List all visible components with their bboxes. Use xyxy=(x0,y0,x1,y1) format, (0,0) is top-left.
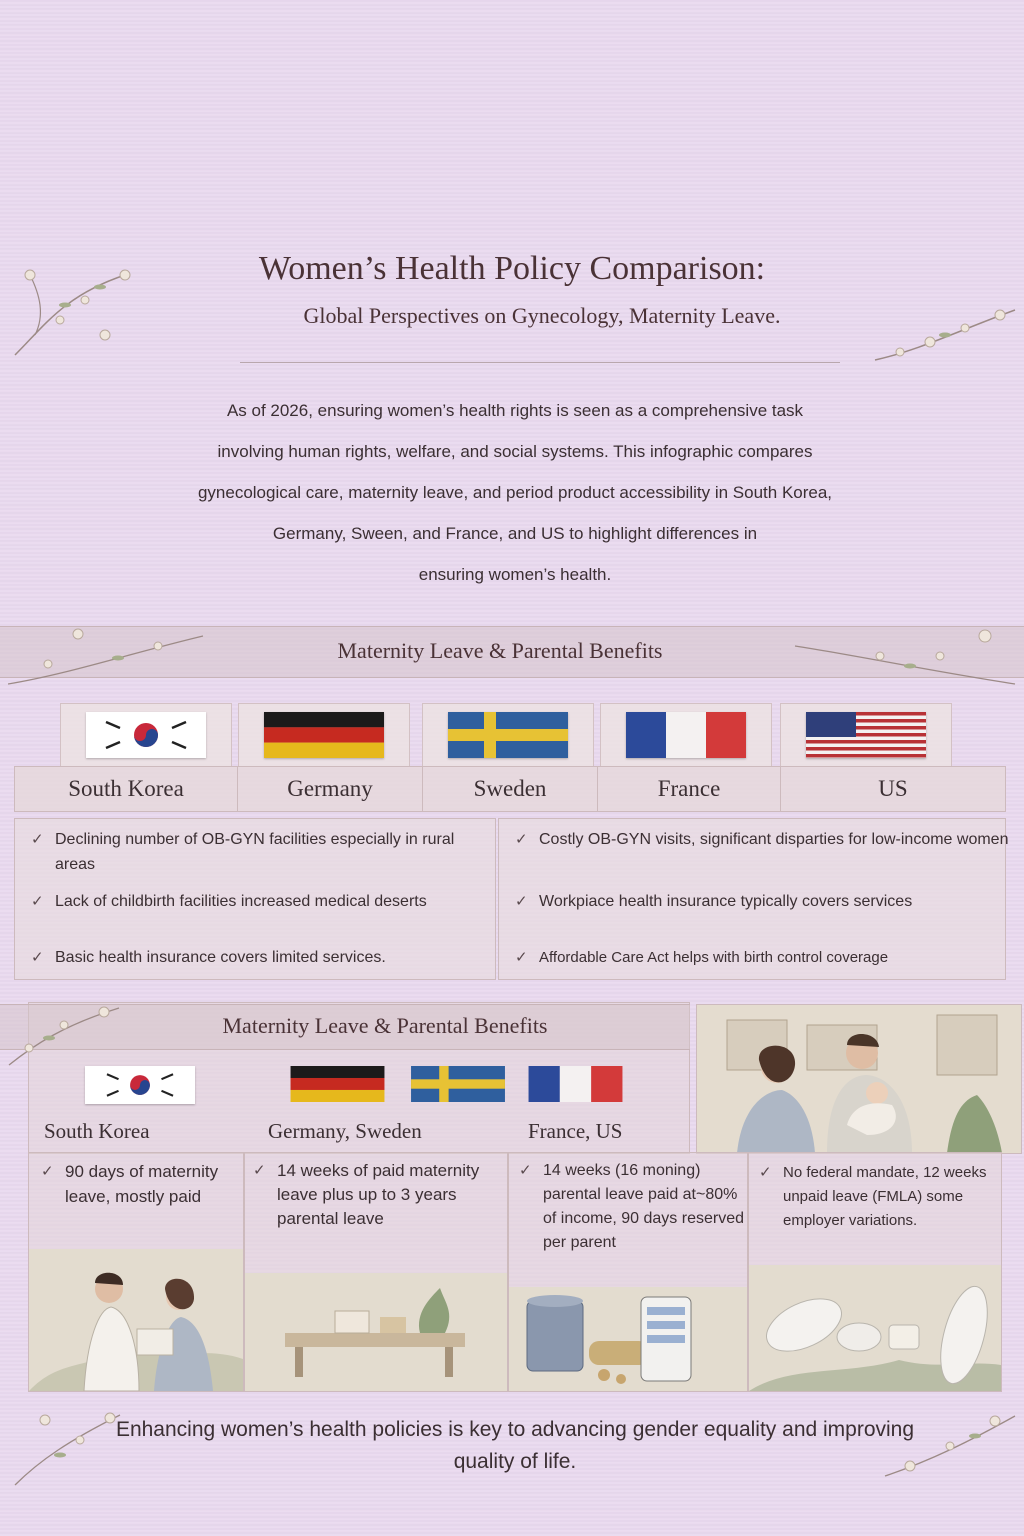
country-label-france: France xyxy=(598,767,781,811)
south-korea-flag-icon xyxy=(86,712,206,758)
intro-paragraph xyxy=(90,390,940,595)
section1-left-column xyxy=(14,818,496,980)
sanitary-pads-illustration xyxy=(749,1265,1001,1391)
check-icon: ✓ xyxy=(519,1162,532,1179)
section2-label-france-us: France, US xyxy=(528,1119,623,1143)
family-illustration xyxy=(696,1004,1022,1154)
policy-card-sweden xyxy=(508,1152,748,1392)
doctor-consultation-illustration xyxy=(29,1249,243,1391)
section2-label-germany-sweden: Germany, Sweden xyxy=(268,1119,422,1143)
period-products-illustration xyxy=(509,1287,747,1391)
country-labels-row xyxy=(14,766,1006,812)
flag-box-us xyxy=(780,703,952,767)
intro-line: As of 2026, ensuring women’s health rights is seen as a comprehensive task xyxy=(226,401,804,420)
list-item: ✓ Declining number of OB-GYN facilities especially in rural areas xyxy=(25,827,495,877)
footer-message: Enhancing women’s health policies is key to advancing gender equality and improving quality of life. xyxy=(115,1418,915,1473)
intro-line: Germany, Sween, and France, and US to highlight differences in xyxy=(272,524,758,543)
list-item: ✓ Costly OB-GYN visits, significant disparties for low-income women xyxy=(509,827,1009,852)
check-icon: ✓ xyxy=(515,893,528,910)
list-item: ✓ 14 weeks (16 moning) parental leave paid at~80% of income, 90 days reserved per parent xyxy=(513,1159,748,1255)
check-icon: ✓ xyxy=(31,893,44,910)
page-title: Women’s Health Policy Comparison: xyxy=(258,250,766,287)
list-item: ✓ 90 days of maternity leave, mostly paid xyxy=(35,1159,245,1209)
list-item: ✓ Lack of childbirth facilities increased medical deserts xyxy=(25,889,505,914)
country-label-germany: Germany xyxy=(238,767,423,811)
check-icon: ✓ xyxy=(31,831,44,848)
wellness-table-illustration xyxy=(245,1273,507,1391)
us-flag-icon xyxy=(806,712,926,758)
country-label-us: US xyxy=(878,776,908,801)
intro-line: ensuring women’s health. xyxy=(418,565,612,584)
flag-box-sweden xyxy=(422,703,594,767)
flag-box-germany xyxy=(238,703,410,767)
list-item: ✓ Affordable Care Act helps with birth control coverage xyxy=(509,945,1024,970)
list-item: ✓ No federal mandate, 12 weeks unpaid leave (FMLA) some employer variations. xyxy=(753,1161,1008,1233)
france-flag-icon xyxy=(523,1066,628,1102)
policy-card-germany xyxy=(244,1152,508,1392)
list-item: ✓ 14 weeks of paid maternity leave plus up to 3 years parental leave xyxy=(253,1161,480,1228)
check-icon: ✓ xyxy=(253,1162,266,1179)
country-label-sweden: Sweden xyxy=(423,767,598,811)
check-icon: ✓ xyxy=(41,1163,54,1180)
policy-card-south-korea xyxy=(28,1152,244,1392)
south-korea-flag-icon xyxy=(85,1066,195,1104)
country-label-south-korea: South Korea xyxy=(15,767,238,811)
check-icon: ✓ xyxy=(515,949,528,966)
flag-box-south-korea xyxy=(60,703,232,767)
check-icon: ✓ xyxy=(759,1164,772,1181)
germany-flag-icon xyxy=(285,1066,390,1102)
section1-right-column xyxy=(498,818,1009,980)
policy-card-us xyxy=(748,1152,1002,1392)
intro-line: involving human rights, welfare, and social systems. This infographic compares xyxy=(217,442,813,461)
sweden-flag-icon xyxy=(448,712,568,758)
page-subtitle: Global Perspectives on Gynecology, Maternity Leave. xyxy=(303,303,781,328)
list-item: ✓ Basic health insurance covers limited services. xyxy=(25,945,515,970)
intro-line: gynecological care, maternity leave, and period product accessibility in South Korea, xyxy=(197,483,833,502)
flag-box-france xyxy=(600,703,772,767)
germany-flag-icon xyxy=(264,712,384,758)
france-flag-icon xyxy=(626,712,746,758)
section2-label-south-korea: South Korea xyxy=(44,1119,150,1143)
list-item: ✓ Workpiace health insurance typically covers services xyxy=(509,889,1009,914)
section1-title: Maternity Leave & Parental Benefits xyxy=(337,638,663,663)
check-icon: ✓ xyxy=(515,831,528,848)
sweden-flag-icon xyxy=(408,1066,508,1102)
section2-flag-box-south-korea xyxy=(80,1062,200,1108)
check-icon: ✓ xyxy=(31,949,44,966)
section2-title: Maternity Leave & Parental Benefits xyxy=(222,1013,548,1038)
title-divider xyxy=(240,362,840,363)
